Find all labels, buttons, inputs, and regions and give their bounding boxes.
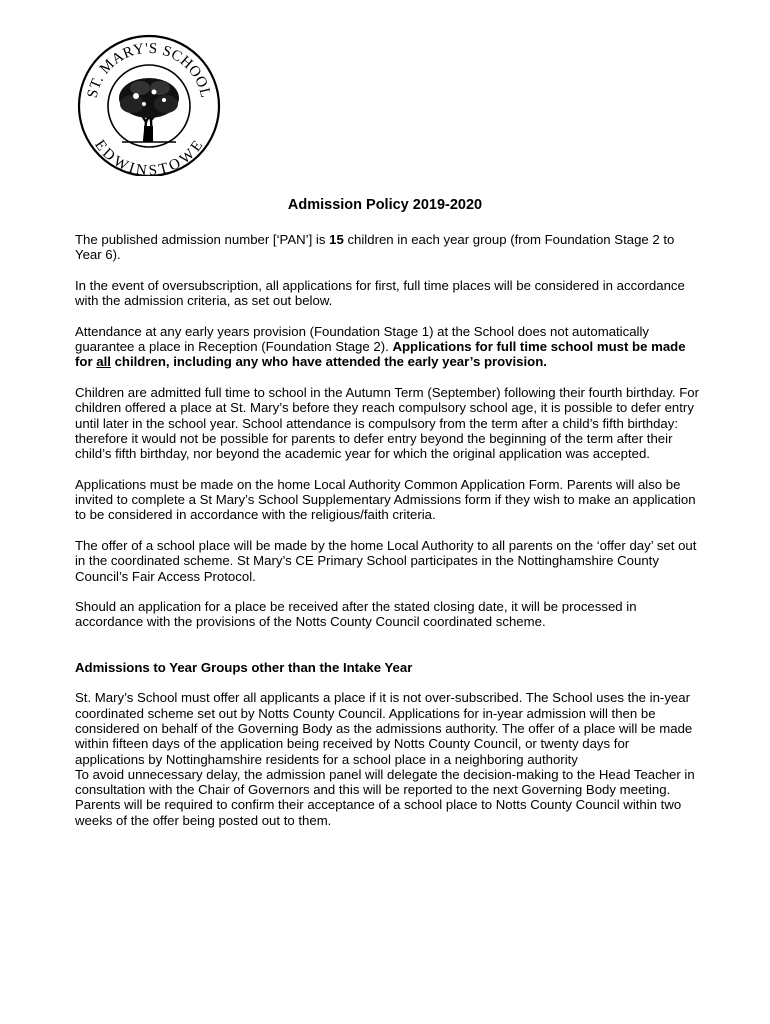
pan-pre: The published admission number [‘PAN’] is: [75, 232, 330, 247]
paragraph-applications: Applications must be made on the home Local Authority Common Application Form. Parents will also be invited to complete a St Mary’s School Supplementary Admissions form if they wish to make an application to be considered in accordance with the religious/faith criteria.: [75, 476, 696, 523]
pan-post: children in each year group (from Foundation Stage 2 to Year 6).: [75, 232, 675, 263]
school-logo: [74, 30, 224, 176]
paragraph-offer: The offer of a school place will be made by the home Local Authority to all parents on the ‘offer day’ set out in the coordinated scheme. St Mary’s CE Primary School participates in the Nottinghamshire County Council’s Fair Access Protocol.: [75, 537, 697, 584]
logo-text-bottom: EDWINSTOWE: [91, 136, 207, 176]
paragraph-pan: [75, 232, 700, 263]
section-heading-other-years: Admissions to Year Groups other than the Intake Year: [75, 659, 413, 675]
paragraph-autumn-term: Children are admitted full time to school in the Autumn Term (September) following their fourth birthday. For children offered a place at St. Mary’s before they reach compulsory school age, it is possible to defer entry until later in the school year. School attendance is compulsory from the term after a child’s fifth birthday: therefore it would not be possible for parents to defer entry beyond the beginning of the term after their child’s fifth birthday, nor beyond the academic year for which the original application was accepted.: [75, 384, 700, 462]
paragraph-delay: To avoid unnecessary delay, the admission panel will delegate the decision-making to the Head Teacher in consultation with the Chair of Governors and this will be reported to the next Governing Body meeting. Parents will be required to confirm their acceptance of a school place to Notts County Council within two weeks of the offer being posted out to them.: [75, 766, 695, 828]
paragraph-attendance: [75, 324, 700, 370]
policy-body: [75, 232, 700, 843]
page-title: Admission Policy 2019-2020: [287, 197, 483, 213]
paragraph-oversubscription: In the event of oversubscription, all applications for first, full time places will be considered in accordance with the admission criteria, as set out below.: [75, 277, 685, 309]
attendance-normal: Attendance at any early years provision (Foundation Stage 1) at the School does not automatically guarantee a place in Reception (Foundation Stage 2).: [75, 323, 649, 355]
school-crest-icon: [74, 30, 224, 176]
attendance-bold-underline: all: [96, 354, 111, 370]
paragraph-in-year: St. Mary’s School must offer all applicants a place if it is not over-subscribed. The School uses the in-year coordinated scheme set out by Notts County Council. Applications for in-year admission will then be considered on behalf of the Governing Body as the admissions authority. The offer of a place will be made within fifteen days of the application being received by Notts County Council, or twenty days for applications by Nottinghamshire residents for a school place in a neighboring authority: [75, 690, 693, 767]
logo-text-top: ST. MARY'S SCHOOL: [84, 40, 214, 100]
attendance-bold-1: Applications for full time school must be made for: [75, 339, 686, 370]
pan-number: 15: [329, 232, 344, 247]
svg-text:EDWINSTOWE: [92, 137, 207, 176]
attendance-bold-2: children, including any who have attended the early year’s provision.: [110, 354, 547, 370]
paragraph-late-application: Should an application for a place be received after the stated closing date, it will be processed in accordance with the provisions of the Notts County Council coordinated scheme.: [75, 599, 637, 630]
